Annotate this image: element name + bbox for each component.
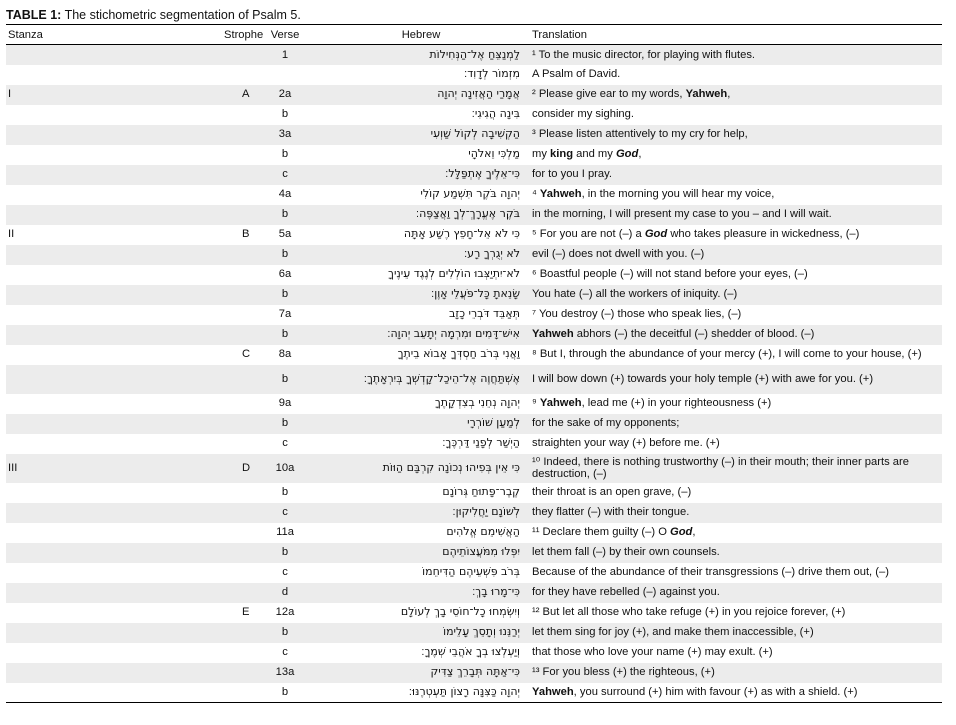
strophe-cell [114, 523, 254, 543]
table-row [6, 523, 942, 543]
verse-cell: c [282, 168, 288, 181]
strophe-cell [114, 325, 254, 345]
table-row [6, 105, 942, 125]
strophe-cell: A [242, 88, 250, 101]
stanza-cell [6, 105, 114, 125]
strophe-cell [114, 145, 254, 165]
translation-text: for to you I pray. [532, 168, 613, 181]
stanza-cell [6, 434, 114, 454]
strophe-cell [114, 205, 254, 225]
translation-cell [526, 434, 942, 454]
translation-text: ¹¹ Declare them guilty (–) O God, [532, 526, 696, 539]
table-row [6, 165, 942, 185]
verse-cell: b [281, 417, 289, 430]
translation-text: A Psalm of David. [532, 68, 621, 81]
header-hebrew: Hebrew [314, 25, 526, 45]
strophe-cell [114, 65, 254, 85]
hebrew-cell: וַאֲנִי בְּרֹב חַסְדְּךָ אָבוֹא בֵיתֶךָ [397, 347, 520, 361]
strophe-cell [114, 305, 254, 325]
stanza-cell [6, 503, 114, 523]
table-row [6, 394, 942, 414]
hebrew-cell: אִישׁ־דָּמִים וּמִרְמָה יְתָעֵב יְהוָה׃ [387, 327, 520, 341]
caption-label: TABLE 1: [6, 8, 62, 22]
translation-cell [526, 45, 942, 65]
table-body [6, 45, 942, 703]
strophe-cell [114, 125, 254, 145]
stanza-cell [6, 185, 114, 205]
hebrew-cell: אֶשְׁתַּחֲוֶה אֶל־הֵיכַל־קָדְשְׁךָ בְּיִרְאָתֶךָ׃ [363, 371, 520, 385]
hebrew-cell: יְהוָה כַּצִּנָּה רָצוֹן תַּעְטְרֶנּוּ׃ [314, 683, 526, 703]
translation-cell [526, 454, 942, 483]
verse-cell: b [281, 148, 289, 161]
translation-text: for they have rebelled (–) against you. [532, 586, 720, 599]
verse-cell: b [281, 108, 289, 121]
hebrew-cell: כִּי אֵין בְּפִיהוּ נְכוֹנָה קִרְבָּם הַוּוֹת [382, 460, 520, 474]
verse-cell: b [281, 486, 289, 499]
strophe-cell [114, 503, 254, 523]
stanza-cell [6, 623, 114, 643]
verse-cell: b [281, 288, 289, 301]
stanza-cell [6, 65, 114, 85]
stanza-cell: I [8, 88, 12, 101]
strophe-cell [114, 683, 254, 703]
verse-cell: 13a [275, 666, 295, 679]
verse-cell: 6a [278, 268, 292, 281]
strophe-cell [114, 643, 254, 663]
table-row [6, 65, 942, 85]
table-row [6, 414, 942, 434]
table-row [6, 345, 942, 365]
translation-text: ³ Please listen attentively to my cry for help, [532, 128, 748, 141]
hebrew-cell: תְּאַבֵּד דֹּבְרֵי כָזָב [449, 307, 520, 321]
translation-cell [526, 365, 942, 394]
psalm-table [6, 24, 942, 703]
hebrew-cell: בֹּקֶר אֶעֱרָךְ־לְךָ וַאֲצַפֶּה׃ [415, 207, 520, 221]
translation-text: Because of the abundance of their transgressions (–) drive them out, (–) [532, 566, 889, 579]
translation-text: I will bow down (+) towards your holy temple (+) with awe for you. (+) [532, 372, 874, 385]
header-translation: Translation [526, 25, 942, 45]
verse-cell [254, 65, 314, 85]
table-row [6, 45, 942, 65]
hebrew-cell: כִּי־אַתָּה תְּבָרֵךְ צַדִּיק [430, 665, 520, 679]
verse-cell: b [281, 328, 289, 341]
verse-cell: b [281, 248, 289, 261]
translation-cell [526, 683, 942, 703]
verse-cell: b [281, 372, 289, 385]
stanza-cell [6, 265, 114, 285]
table-row [6, 365, 942, 394]
stanza-cell [6, 394, 114, 414]
stanza-cell: II [8, 228, 15, 241]
hebrew-cell: לֹא יְגֻרְךָ רָע׃ [463, 247, 520, 261]
table-row [6, 483, 942, 503]
stanza-cell [6, 563, 114, 583]
strophe-cell [114, 414, 254, 434]
hebrew-cell: יִפְּלוּ מִמֹּעֲצוֹתֵיהֶם [442, 545, 520, 559]
strophe-cell [114, 185, 254, 205]
table-row [6, 643, 942, 663]
translation-cell [526, 125, 942, 145]
translation-cell [526, 205, 942, 225]
stanza-cell [6, 543, 114, 563]
table-row [6, 543, 942, 563]
translation-text: my king and my God, [532, 148, 642, 161]
stanza-cell [6, 285, 114, 305]
translation-cell [526, 603, 942, 623]
strophe-cell [114, 663, 254, 683]
strophe-cell: C [242, 348, 251, 361]
verse-cell: 11a [276, 526, 294, 539]
strophe-cell [114, 285, 254, 305]
verse-cell: c [282, 437, 288, 450]
translation-cell [526, 245, 942, 265]
hebrew-cell: לֹא־יִתְיַצְּבוּ הוֹלְלִים לְנֶגֶד עֵינֶיךָ [388, 267, 520, 281]
hebrew-cell: יְהוָה נְחֵנִי בְצִדְקָתֶךָ [434, 396, 520, 410]
hebrew-cell: בִּינָה הֲגִיגִי׃ [471, 107, 520, 121]
strophe-cell: D [242, 461, 251, 474]
translation-text: evil (–) does not dwell with you. (–) [532, 248, 705, 261]
strophe-cell [114, 245, 254, 265]
translation-text: let them fall (–) by their own counsels. [532, 546, 720, 559]
table-row [6, 245, 942, 265]
hebrew-cell: כִּי לֹא אֵל־חָפֵץ רֶשַׁע אָתָּה [403, 227, 520, 241]
strophe-cell [114, 623, 254, 643]
translation-cell [526, 305, 942, 325]
translation-text: Yahweh, you surround (+) him with favour (+) as with a shield. (+) [532, 686, 858, 698]
translation-cell [526, 65, 942, 85]
verse-cell: b [281, 626, 289, 639]
table-row [6, 265, 942, 285]
verse-cell: 2a [278, 88, 292, 101]
stanza-cell [6, 365, 114, 394]
stanza-cell [6, 483, 114, 503]
translation-cell [526, 483, 942, 503]
strophe-cell [114, 543, 254, 563]
table-caption [6, 6, 942, 24]
strophe-cell [114, 563, 254, 583]
strophe-cell [114, 365, 254, 394]
table-row [6, 663, 942, 683]
translation-cell [526, 394, 942, 414]
table-row [6, 325, 942, 345]
hebrew-cell: הַיְשַׁר לְפָנַי דַּרְכֶּךָ׃ [442, 436, 520, 450]
verse-cell: b [281, 546, 289, 559]
strophe-cell [114, 45, 254, 65]
table-row [6, 225, 942, 245]
translation-cell [526, 543, 942, 563]
verse-cell: 7a [278, 308, 292, 321]
translation-text: ⁶ Boastful people (–) will not stand before your eyes, (–) [532, 268, 808, 281]
translation-cell [526, 503, 942, 523]
stanza-cell [6, 523, 114, 543]
translation-cell [526, 85, 942, 105]
hebrew-cell: לַמְנַצֵּחַ אֶל־הַנְּחִילוֹת [429, 47, 520, 61]
hebrew-cell: אֲמָרַי הַאֲזִינָה יְהוָה [437, 87, 520, 101]
translation-cell [526, 285, 942, 305]
translation-cell [526, 325, 942, 345]
stanza-cell [6, 643, 114, 663]
stanza-cell [6, 663, 114, 683]
translation-text: for the sake of my opponents; [532, 417, 680, 430]
verse-cell: c [282, 506, 288, 519]
verse-cell: c [282, 566, 288, 579]
table-row [6, 623, 942, 643]
hebrew-cell: כִּי־אֵלֶיךָ אֶתְפַּלָּל׃ [445, 167, 520, 181]
strophe-cell [114, 394, 254, 414]
verse-cell: 3a [278, 128, 292, 141]
translation-cell [526, 225, 942, 245]
table-row [6, 285, 942, 305]
table-row [6, 503, 942, 523]
translation-cell [526, 643, 942, 663]
translation-text: ⁷ You destroy (–) those who speak lies, (–) [532, 308, 742, 321]
translation-cell [526, 583, 942, 603]
table-row [6, 583, 942, 603]
translation-text: straighten your way (+) before me. (+) [532, 437, 720, 450]
translation-cell [526, 623, 942, 643]
hebrew-cell: הַקְשִׁיבָה לְקוֹל שַׁוְעִי [430, 127, 520, 141]
header-strophe: Strophe [114, 25, 254, 45]
hebrew-cell: שָׂנֵאתָ כָּל־פֹּעֲלֵי אָוֶן׃ [431, 287, 520, 301]
verse-cell: c [282, 646, 288, 659]
hebrew-cell: מַלְכִּי וֵאלֹהָי [468, 147, 520, 161]
stanza-cell [6, 125, 114, 145]
stanza-cell [6, 45, 114, 65]
hebrew-cell: לְמַעַן שׁוֹרְרָי [467, 416, 520, 430]
stanza-cell: III [8, 461, 18, 474]
strophe-cell [114, 583, 254, 603]
translation-text: ² Please give ear to my words, Yahweh, [532, 88, 731, 101]
table-row [6, 434, 942, 454]
translation-text: ¹² But let all those who take refuge (+) in you rejoice forever, (+) [532, 606, 846, 619]
table-row [6, 454, 942, 483]
translation-cell [526, 265, 942, 285]
strophe-cell [114, 483, 254, 503]
table-row [6, 305, 942, 325]
table-row [6, 603, 942, 623]
strophe-cell: E [242, 606, 250, 619]
verse-cell: 10a [275, 461, 295, 474]
translation-cell [526, 105, 942, 125]
hebrew-cell: מִזְמוֹר לְדָוִד׃ [464, 67, 520, 81]
translation-cell [526, 185, 942, 205]
hebrew-cell: כִּי־מָרוּ בָךְ׃ [472, 585, 520, 599]
table-row [6, 145, 942, 165]
stanza-cell [6, 205, 114, 225]
verse-cell: 8a [278, 348, 292, 361]
verse-cell: b [281, 208, 289, 221]
hebrew-cell: יְהוָה בֹּקֶר תִּשְׁמַע קוֹלִי [420, 187, 520, 201]
stanza-cell [6, 245, 114, 265]
verse-cell: 9a [278, 397, 292, 410]
translation-text: ¹ To the music director, for playing with flutes. [532, 48, 756, 61]
translation-cell [526, 345, 942, 365]
verse-cell: d [281, 586, 289, 599]
stanza-cell [6, 145, 114, 165]
table-row [6, 205, 942, 225]
translation-text: in the morning, I will present my case to you – and I will wait. [532, 208, 832, 221]
strophe-cell [114, 165, 254, 185]
stanza-cell [6, 325, 114, 345]
strophe-cell: B [242, 228, 250, 241]
hebrew-cell: יְרַנֵּנוּ וְתָסֵךְ עָלֵימוֹ [443, 625, 520, 639]
table-row [6, 125, 942, 145]
strophe-cell [114, 265, 254, 285]
table-row [6, 563, 942, 583]
table-row [6, 185, 942, 205]
header-row [6, 25, 942, 45]
verse-cell: 4a [278, 188, 292, 201]
header-stanza: Stanza [6, 25, 114, 45]
translation-text: ⁸ But I, through the abundance of your mercy (+), I will come to your house, (+) [532, 348, 922, 361]
hebrew-cell: הַאֲשִׁימֵם אֱלֹהִים [446, 525, 520, 539]
translation-cell [526, 663, 942, 683]
translation-cell [526, 145, 942, 165]
translation-text: consider my sighing. [532, 108, 634, 121]
translation-cell [526, 563, 942, 583]
table-container [6, 6, 942, 703]
stanza-cell [6, 165, 114, 185]
translation-text: ⁴ Yahweh, in the morning you will hear my voice, [532, 188, 775, 201]
hebrew-cell: וְיַעְלְצוּ בְךָ אֹהֲבֵי שְׁמֶךָ׃ [421, 645, 520, 659]
hebrew-cell: קֶבֶר־פָּתוּחַ גְּרוֹנָם [442, 485, 520, 499]
hebrew-cell: לְשׁוֹנָם יַחֲלִיקוּן׃ [452, 505, 520, 519]
hebrew-cell: וְיִשְׂמְחוּ כָל־חוֹסֵי בָךְ לְעוֹלָם [400, 605, 520, 619]
stanza-cell [6, 583, 114, 603]
translation-text: ¹⁰ Indeed, there is nothing trustworthy (–) in their mouth; their inner parts are destruction, (–) [532, 455, 909, 480]
verse-cell: 5a [278, 228, 292, 241]
verse-cell: 1 [281, 48, 289, 61]
verse-cell: b [254, 683, 314, 703]
caption-text: The stichometric segmentation of Psalm 5. [61, 8, 301, 22]
translation-text: that those who love your name (+) may exult. (+) [532, 646, 773, 659]
translation-text: Yahweh abhors (–) the deceitful (–) shedder of blood. (–) [532, 328, 815, 341]
table-row [6, 683, 942, 703]
hebrew-cell: בְּרֹב פִּשְׁעֵיהֶם הַדִּיחֵמוֹ [422, 565, 520, 579]
translation-text: ⁹ Yahweh, lead me (+) in your righteousness (+) [532, 397, 772, 410]
header-verse: Verse [254, 25, 314, 45]
translation-text: their throat is an open grave, (–) [532, 486, 692, 499]
stanza-cell [6, 305, 114, 325]
translation-text: ⁵ For you are not (–) a God who takes pleasure in wickedness, (–) [532, 228, 860, 241]
translation-cell [526, 165, 942, 185]
strophe-cell [114, 434, 254, 454]
translation-cell [526, 414, 942, 434]
translation-text: ¹³ For you bless (+) the righteous, (+) [532, 666, 715, 679]
translation-text: they flatter (–) with their tongue. [532, 506, 690, 519]
verse-cell: 12a [275, 606, 295, 619]
stanza-cell [6, 683, 114, 703]
stanza-cell [6, 345, 114, 365]
stanza-cell [6, 603, 114, 623]
translation-text: You hate (–) all the workers of iniquity. (–) [532, 288, 738, 301]
table-row [6, 85, 942, 105]
translation-cell [526, 523, 942, 543]
translation-text: let them sing for joy (+), and make them inaccessible, (+) [532, 626, 814, 639]
stanza-cell [6, 414, 114, 434]
strophe-cell [114, 105, 254, 125]
